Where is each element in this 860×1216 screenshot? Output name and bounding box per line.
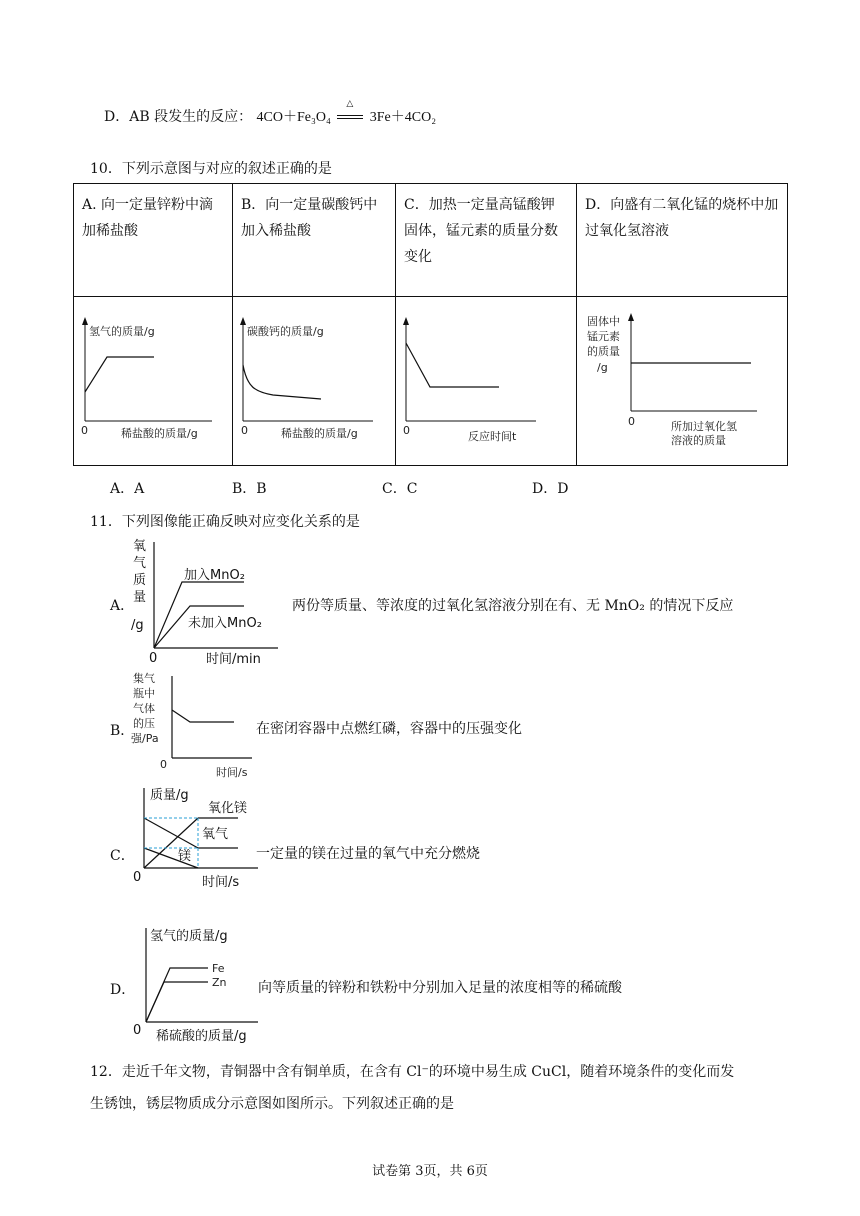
q10-cell-b-text: B．向一定量碳酸钙中加入稀盐酸	[233, 184, 396, 297]
graph-d-ylabel-2: 锰元素	[587, 330, 620, 343]
q9-formula-right: 3Fe＋4CO₂	[369, 110, 437, 125]
graph-a-xlabel: 稀盐酸的质量/g	[121, 427, 198, 440]
graph-d-ylabel-3: 的质量	[587, 345, 620, 358]
q11-option-a-desc: 两份等质量、等浓度的过氧化氢溶液分别在有、无 MnO₂ 的情况下反应	[292, 598, 734, 614]
q11-graph-d	[128, 922, 268, 1044]
graph-d-svg	[577, 297, 787, 465]
q11-graph-b	[128, 670, 258, 782]
q10-choice-d: D．D	[532, 481, 569, 497]
graph-a-svg	[74, 297, 232, 465]
q10-choice-c: C．C	[382, 481, 418, 497]
graph-c-line	[406, 343, 499, 387]
graph-a-line	[85, 357, 154, 392]
q10-graph-a	[74, 297, 233, 466]
graph-b-svg	[233, 297, 395, 465]
q11-option-b-letter: B．	[110, 723, 135, 739]
graph-c-xlabel: 反应时间t	[468, 430, 517, 443]
series-with-mno2: 加入MnO₂	[184, 568, 245, 583]
svg-text:强/Pa: 强/Pa	[131, 732, 159, 745]
svg-text:气体: 气体	[133, 702, 155, 715]
svg-text:质: 质	[133, 573, 147, 588]
svg-text:时间/s: 时间/s	[202, 875, 240, 890]
graph-a-origin: 0	[81, 424, 88, 437]
svg-text:0: 0	[149, 651, 158, 666]
q10-table	[73, 183, 788, 466]
svg-text:气: 气	[133, 556, 147, 571]
q10-choice-a: A．A	[110, 481, 145, 497]
q10-stem: 10．下列示意图与对应的叙述正确的是	[90, 161, 332, 177]
svg-text:时间/s: 时间/s	[216, 766, 248, 779]
q11-option-c-letter: C．	[110, 848, 135, 864]
q9-option-d-prefix: D．AB 段发生的反应：	[104, 109, 253, 125]
graph-a-ylabel: 氢气的质量/g	[89, 325, 155, 338]
graph-d-xlabel-1: 所加过氧化氢	[671, 420, 737, 433]
series-o2: 氧气	[202, 827, 229, 842]
graph-d-ylabel-1: 固体中	[587, 315, 620, 328]
graph-c-origin: 0	[403, 424, 410, 437]
svg-text:氢气的质量/g: 氢气的质量/g	[150, 929, 228, 944]
q10-cell-a-text: A. 向一定量锌粉中滴加稀盐酸	[74, 184, 233, 297]
series-without-mno2: 未加入MnO₂	[188, 616, 262, 631]
q10-graph-d	[577, 297, 788, 466]
graph-c-svg	[396, 297, 576, 465]
q10-choice-b: B．B	[232, 481, 267, 497]
q11-stem: 11．下列图像能正确反映对应变化关系的是	[90, 514, 360, 530]
graph-b-origin: 0	[241, 424, 248, 437]
q11-option-d-letter: D．	[110, 982, 136, 998]
graph-b-xlabel: 稀盐酸的质量/g	[281, 427, 358, 440]
graph-d-ylabel-4: /g	[597, 361, 608, 374]
heat-condition: △	[346, 99, 354, 109]
graph-b-ylabel: 碳酸钙的质量/g	[247, 325, 324, 338]
series-mgo: 氧化镁	[208, 801, 248, 816]
q9-formula-left: 4CO＋Fe₃O₄	[256, 110, 331, 125]
reaction-arrow	[335, 99, 365, 125]
q11-option-a-letter: A．	[110, 598, 135, 614]
svg-text:/g: /g	[131, 618, 144, 633]
svg-text:氧: 氧	[133, 539, 147, 554]
svg-text:0: 0	[160, 758, 167, 771]
q10-graph-c	[396, 297, 577, 466]
q12-line-1: 12．走近千年文物，青铜器中含有铜单质，在含有 Cl⁻的环境中易生成 CuCl，随着环境条件的变化而发	[90, 1064, 735, 1080]
q9-option-d	[104, 99, 437, 126]
series-mg: 镁	[178, 849, 192, 864]
page-footer: 试卷第 3页，共 6页	[372, 1164, 488, 1179]
svg-text:稀硫酸的质量/g: 稀硫酸的质量/g	[156, 1029, 247, 1044]
series-fe: Fe	[212, 962, 225, 975]
svg-text:量: 量	[133, 590, 147, 605]
q12-line-2: 生锈蚀，锈层物质成分示意图如图所示。下列叙述正确的是	[90, 1096, 454, 1112]
q10-graph-b	[233, 297, 396, 466]
q11-option-c-desc: 一定量的镁在过量的氧气中充分燃烧	[256, 846, 480, 862]
svg-text:质量/g: 质量/g	[150, 788, 189, 803]
q10-cell-c-text: C．加热一定量高锰酸钾固体，锰元素的质量分数变化	[396, 184, 577, 297]
q11-option-b-desc: 在密闭容器中点燃红磷，容器中的压强变化	[256, 721, 522, 737]
svg-text:的压: 的压	[133, 717, 155, 730]
svg-text:0: 0	[133, 1023, 142, 1038]
graph-d-origin: 0	[628, 415, 635, 428]
q11-graph-a	[128, 536, 288, 668]
graph-d-xlabel-2: 溶液的质量	[671, 434, 726, 447]
svg-text:集气: 集气	[133, 672, 155, 685]
series-zn: Zn	[212, 976, 227, 989]
q11-option-d-desc: 向等质量的锌粉和铁粉中分别加入足量的浓度相等的稀硫酸	[258, 980, 622, 996]
svg-text:时间/min: 时间/min	[206, 652, 261, 667]
q11-graph-c	[128, 782, 264, 892]
svg-text:瓶中: 瓶中	[133, 687, 155, 700]
svg-text:0: 0	[133, 870, 142, 885]
graph-b-curve	[243, 365, 321, 399]
q10-cell-d-text: D．向盛有二氧化锰的烧杯中加过氧化氢溶液	[577, 184, 788, 297]
